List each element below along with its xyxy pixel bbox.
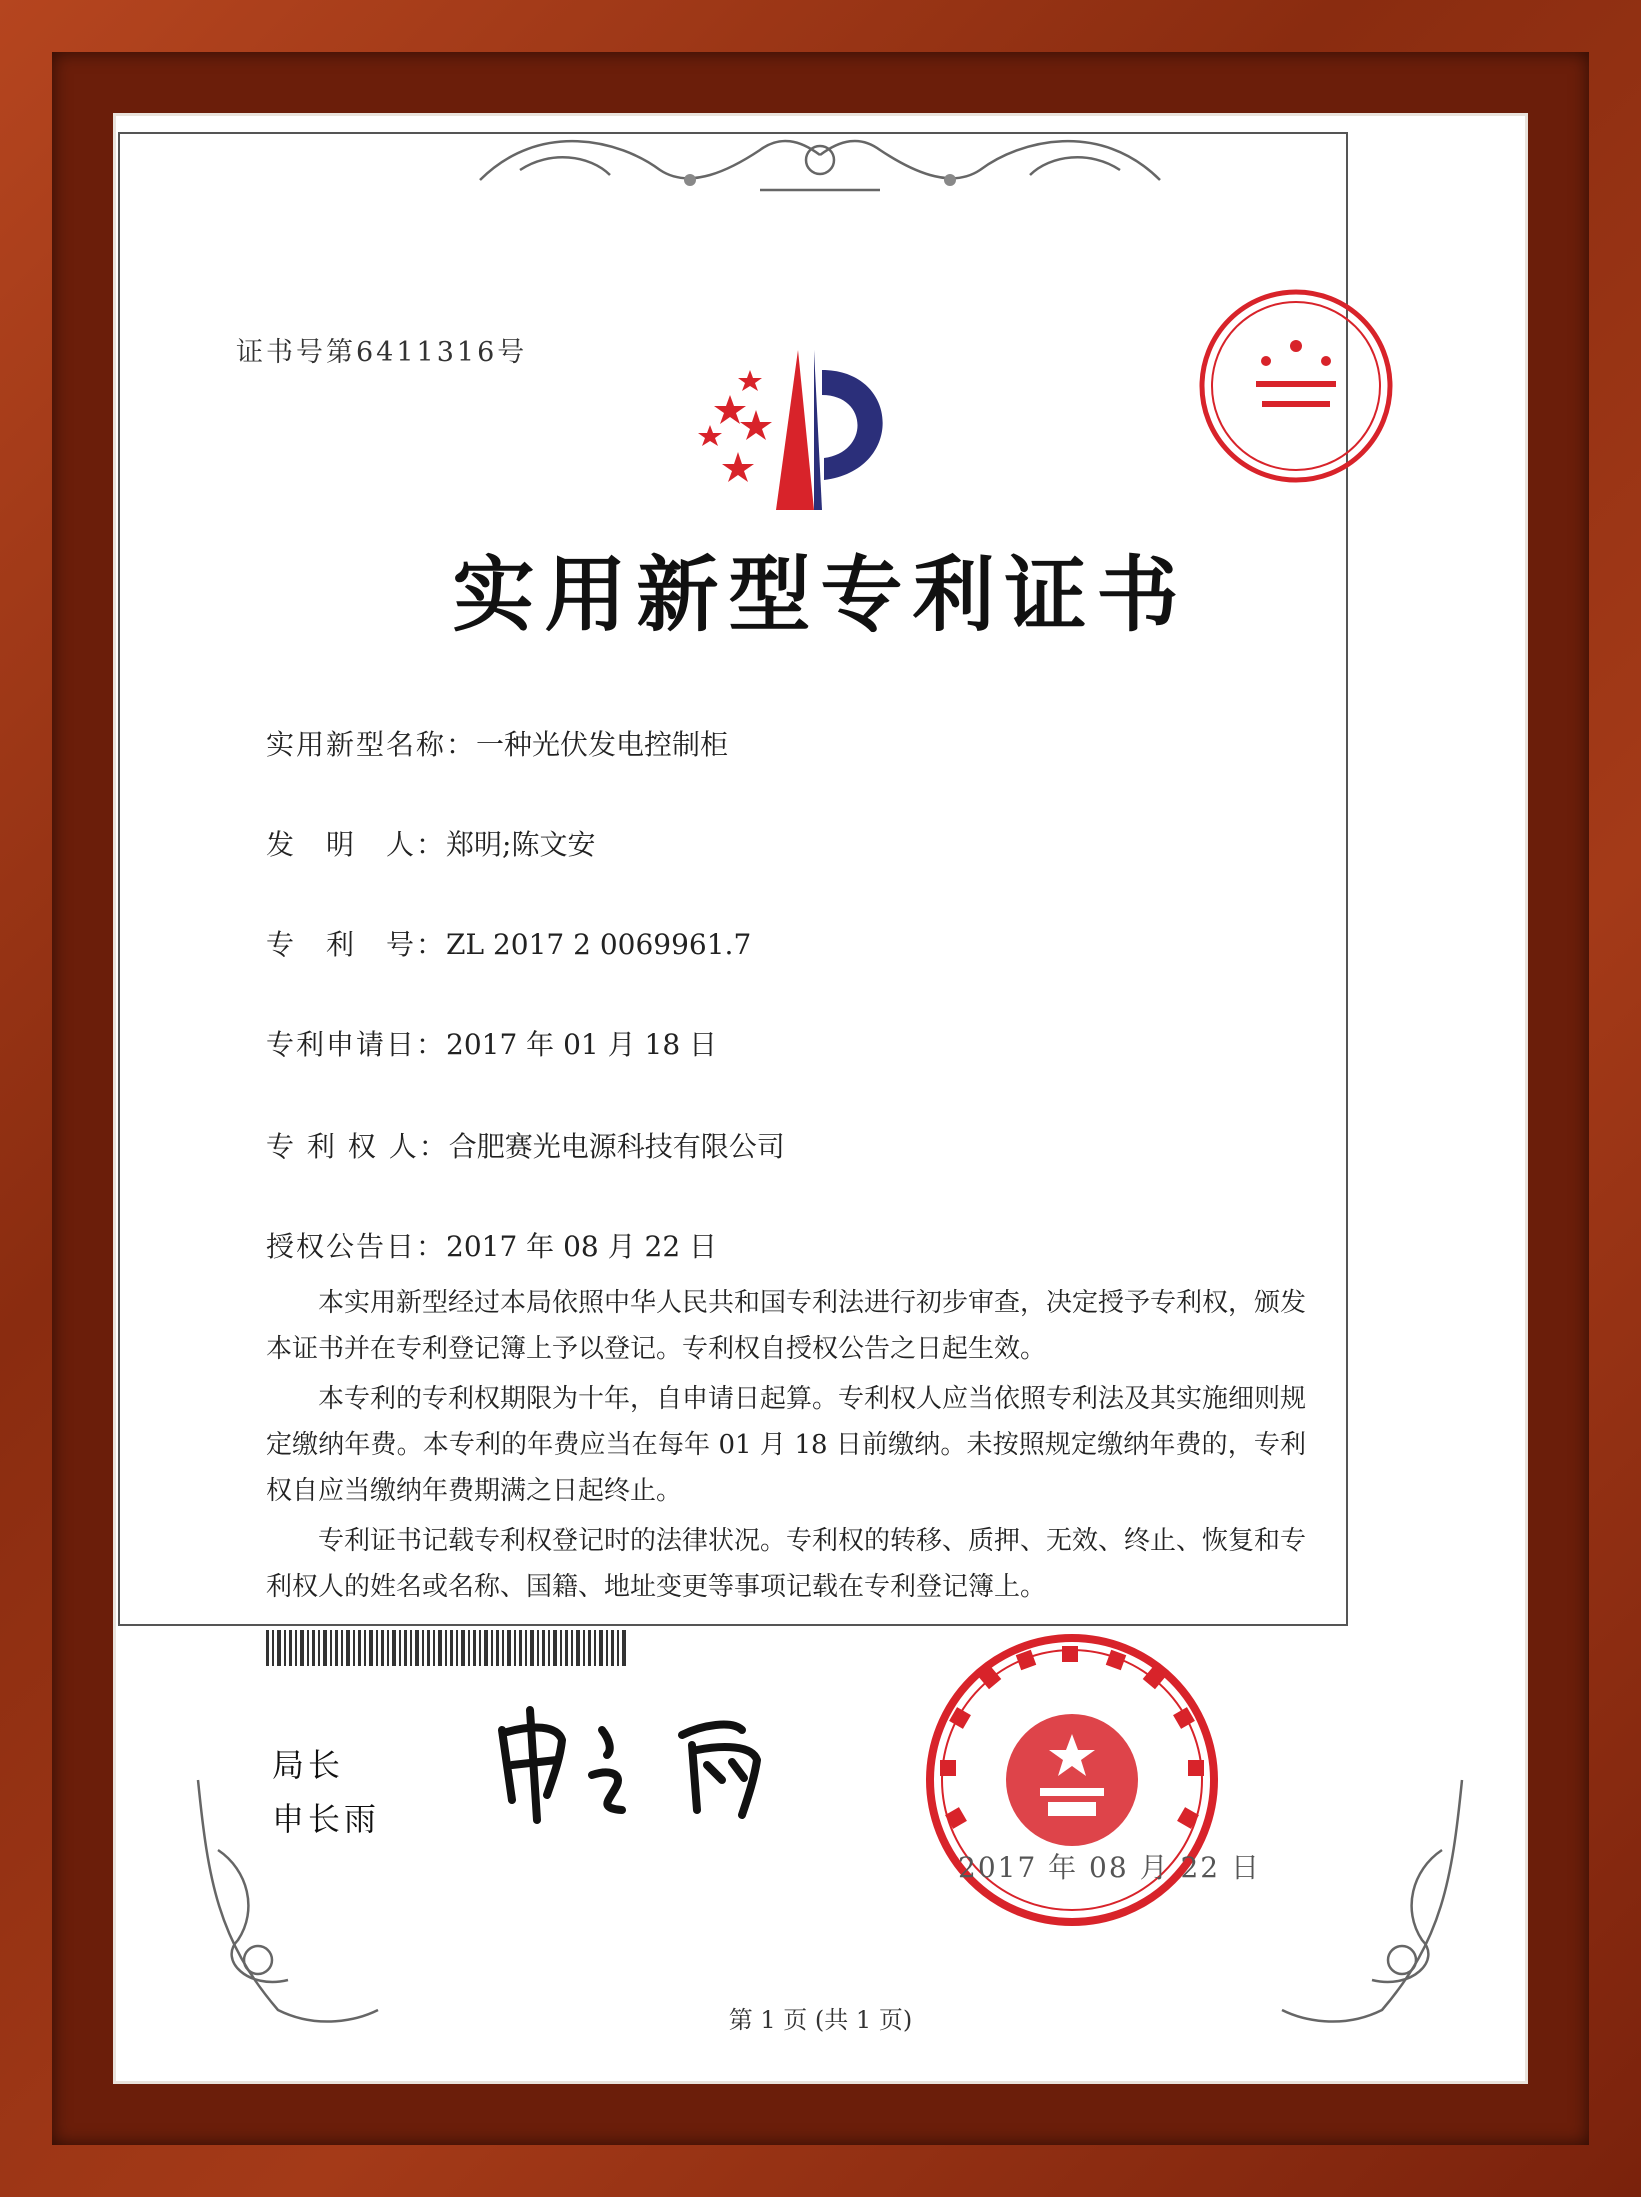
seal-date: 2017 年 08 月 22 日 [958,1851,1262,1884]
patentee-row [266,1125,785,1165]
utility-model-name-row [266,723,728,763]
field-label: 专利申请日： [266,1028,447,1061]
patent-office-emblem-icon [690,340,920,520]
field-value: 郑明;陈文安 [446,828,596,861]
body-paragraph: 本实用新型经过本局依照中华人民共和国专利法进行初步审查，决定授予专利权，颁发本证书并在专利登记簿上予以登记。专利权自授权公告之日起生效。 [266,1288,1307,1364]
tax-stamp-icon [1196,286,1396,486]
field-value: ZL 2017 2 0069961.7 [446,928,752,961]
field-label: 发 明 人： [266,828,447,861]
field-value: 2017 年 08 月 22 日 [446,1230,718,1263]
certificate-body [266,1280,1306,1614]
field-label: 实用新型名称： [266,728,477,761]
director-title: 局长 [272,1746,345,1784]
patent-number-row [266,923,751,963]
certificate-title: 实用新型专利证书 [452,547,1189,643]
page-number: 第 1 页 (共 1 页) [728,2006,913,2034]
inventor-row [266,823,595,863]
body-paragraph: 专利证书记载专利权登记时的法律状况。专利权的转移、质押、无效、终止、恢复和专利权人的姓名或名称、国籍、地址变更等事项记载在专利登记簿上。 [266,1526,1307,1602]
grant-date-row [266,1225,717,1265]
field-label: 专 利 权 人： [266,1130,449,1163]
field-value: 一种光伏发电控制柜 [476,728,729,761]
field-label: 专 利 号： [266,928,447,961]
top-ornament-icon [460,100,1180,210]
field-value: 合肥赛光电源科技有限公司 [448,1130,785,1163]
director-name: 申长雨 [272,1800,381,1838]
field-value: 2017 年 01 月 18 日 [446,1028,718,1061]
bottom-right-ornament-icon [1262,1760,1482,2040]
application-date-row [266,1023,717,1063]
field-label: 授权公告日： [266,1230,447,1263]
certificate-number: 证书号第6411316号 [236,337,528,368]
body-paragraph: 本专利的专利权期限为十年，自申请日起算。专利权人应当依照专利法及其实施细则规定缴纳年费。本专利的年费应当在每年 01 月 18 日前缴纳。未按照规定缴纳年费的，专利权自应当缴纳年费期满之日起终止。 [266,1384,1307,1506]
director-signature-icon [492,1700,812,1830]
barcode-icon [266,1630,626,1666]
